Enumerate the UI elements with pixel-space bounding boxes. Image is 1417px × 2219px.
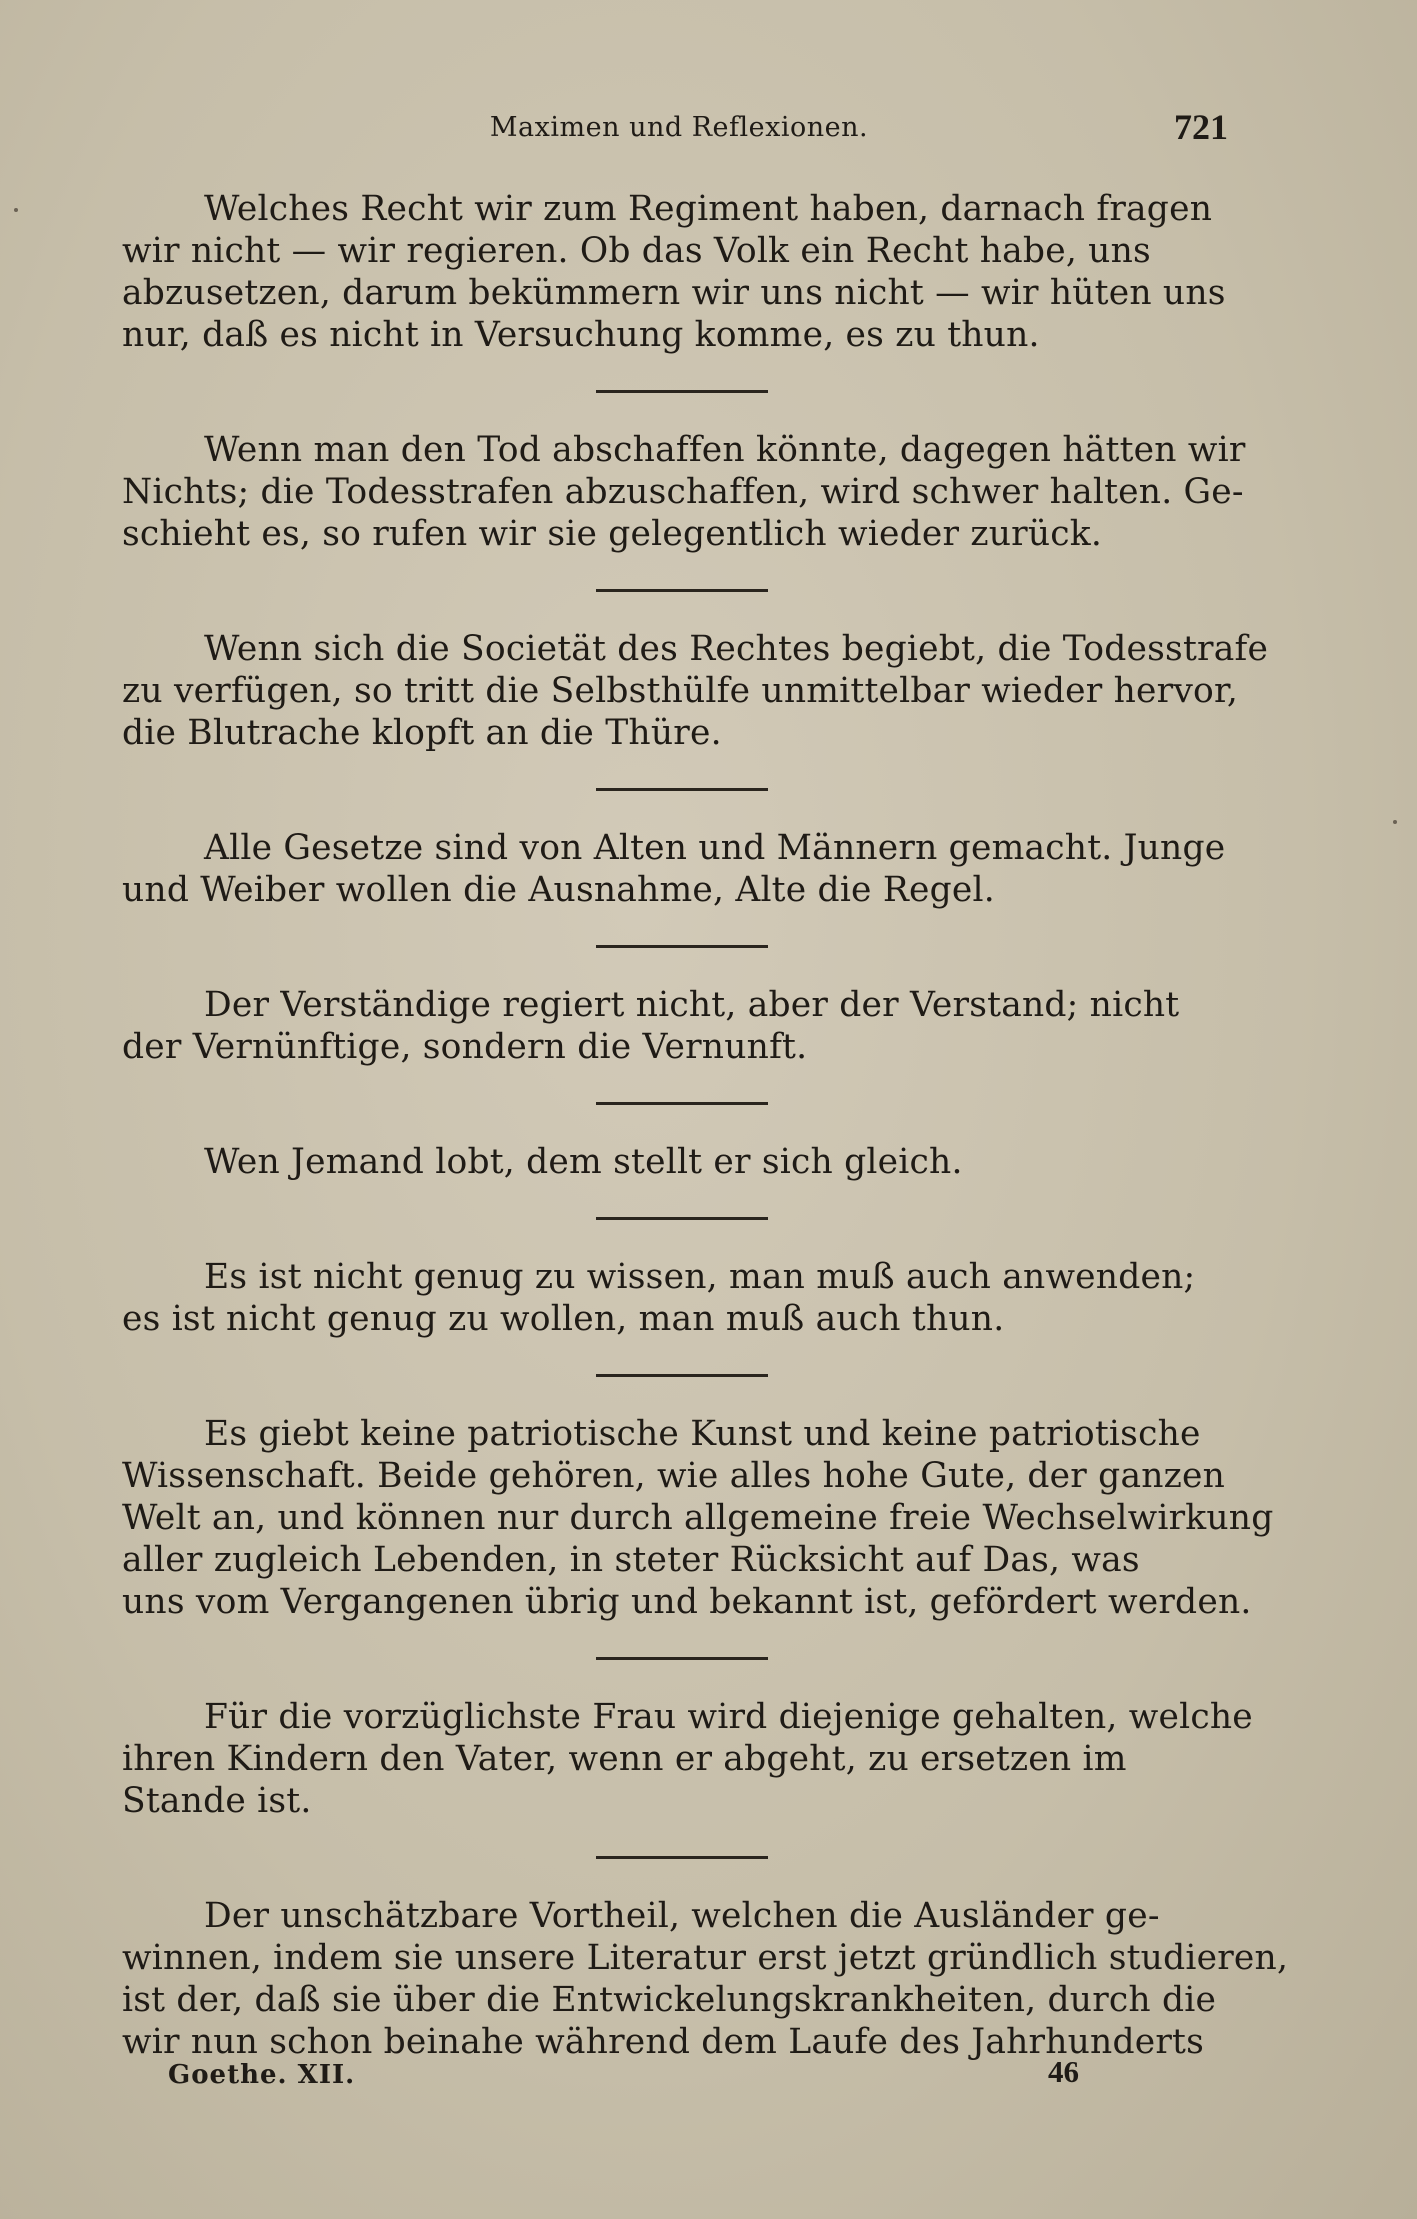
text-line: Nichts; die Todesstrafen abzuschaffen, wird schwer halten. Ge-: [122, 472, 1244, 512]
text-body: [122, 188, 1289, 2063]
text-line: ist der, daß sie über die Entwickelungskrankheiten, durch die: [122, 1980, 1217, 2020]
text-line: wir nicht — wir regieren. Ob das Volk ein Recht habe, uns: [122, 231, 1151, 271]
maxim-paragraph: [122, 188, 1242, 356]
text-line: Welt an, und können nur durch allgemeine freie Wechselwirkung: [122, 1498, 1274, 1538]
sheet-number: 46: [1048, 2054, 1079, 2089]
text-line: winnen, indem sie unsere Literatur erst jetzt gründlich studieren,: [122, 1938, 1289, 1978]
running-title: Maximen und Reflexionen.: [489, 112, 869, 143]
text-line: Es ist nicht genug zu wissen, man muß auch anwenden;: [204, 1257, 1196, 1297]
section-separator: [596, 589, 768, 592]
maxim-paragraph: [122, 1141, 1242, 1183]
text-line: die Blutrache klopft an die Thüre.: [122, 713, 722, 753]
section-separator: [596, 788, 768, 791]
text-line: nur, daß es nicht in Versuchung komme, es zu thun.: [122, 315, 1040, 355]
section-separator: [596, 1102, 768, 1105]
paper-speck: [1393, 820, 1397, 824]
maxim-paragraph: [122, 628, 1269, 754]
text-line: Der unschätzbare Vortheil, welchen die Ausländer ge-: [204, 1896, 1160, 1936]
text-line: Für die vorzüglichste Frau wird diejenige gehalten, welche: [204, 1697, 1253, 1737]
text-line: Wen Jemand lobt, dem stellt er sich gleich.: [204, 1142, 963, 1182]
text-line: uns vom Vergangenen übrig und bekannt ist, gefördert werden.: [122, 1582, 1252, 1622]
section-separator: [596, 1657, 768, 1660]
page-header: [130, 107, 1228, 162]
text-line: schieht es, so rufen wir sie gelegentlich wieder zurück.: [122, 514, 1103, 554]
section-separator: [596, 1374, 768, 1377]
section-separator: [596, 1856, 768, 1859]
maxim-paragraph: [122, 1696, 1253, 1822]
text-line: Wenn man den Tod abschaffen könnte, dagegen hätten wir: [204, 430, 1246, 470]
page-footer: [168, 2054, 1178, 2098]
section-separator: [596, 390, 768, 393]
text-line: Wissenschaft. Beide gehören, wie alles hohe Gute, der ganzen: [122, 1456, 1226, 1496]
text-line: wir nun schon beinahe während dem Laufe des Jahrhunderts: [122, 2022, 1205, 2062]
text-line: es ist nicht genug zu wollen, man muß auch thun.: [122, 1299, 1005, 1339]
text-line: Wenn sich die Societät des Rechtes begiebt, die Todesstrafe: [204, 629, 1269, 669]
maxim-paragraph: [122, 1256, 1242, 1340]
section-separator: [596, 1217, 768, 1220]
text-line: und Weiber wollen die Ausnahme, Alte die Regel.: [122, 870, 995, 910]
text-line: abzusetzen, darum bekümmern wir uns nicht — wir hüten uns: [122, 273, 1226, 313]
maxim-paragraph: [122, 984, 1242, 1068]
maxim-paragraph: [122, 827, 1242, 911]
page-number: 721: [1174, 107, 1228, 147]
text-line: Es giebt keine patriotische Kunst und keine patriotische: [204, 1414, 1201, 1454]
maxim-paragraph: [122, 1413, 1274, 1623]
text-line: Stande ist.: [122, 1781, 312, 1821]
maxim-paragraph: [122, 429, 1246, 555]
text-line: aller zugleich Lebenden, in steter Rücksicht auf Das, was: [122, 1540, 1140, 1580]
text-line: Welches Recht wir zum Regiment haben, darnach fragen: [204, 189, 1213, 229]
text-line: der Vernünftige, sondern die Vernunft.: [122, 1027, 808, 1067]
paper-speck: [14, 208, 18, 212]
section-separator: [596, 945, 768, 948]
text-line: zu verfügen, so tritt die Selbsthülfe unmittelbar wieder hervor,: [122, 671, 1239, 711]
text-line: ihren Kindern den Vater, wenn er abgeht, zu ersetzen im: [122, 1739, 1127, 1779]
printer-signature: Goethe. XII.: [168, 2060, 356, 2090]
maxim-paragraph: [122, 1895, 1289, 2063]
text-line: Der Verständige regiert nicht, aber der Verstand; nicht: [204, 985, 1180, 1025]
text-line: Alle Gesetze sind von Alten und Männern gemacht. Junge: [204, 828, 1226, 868]
